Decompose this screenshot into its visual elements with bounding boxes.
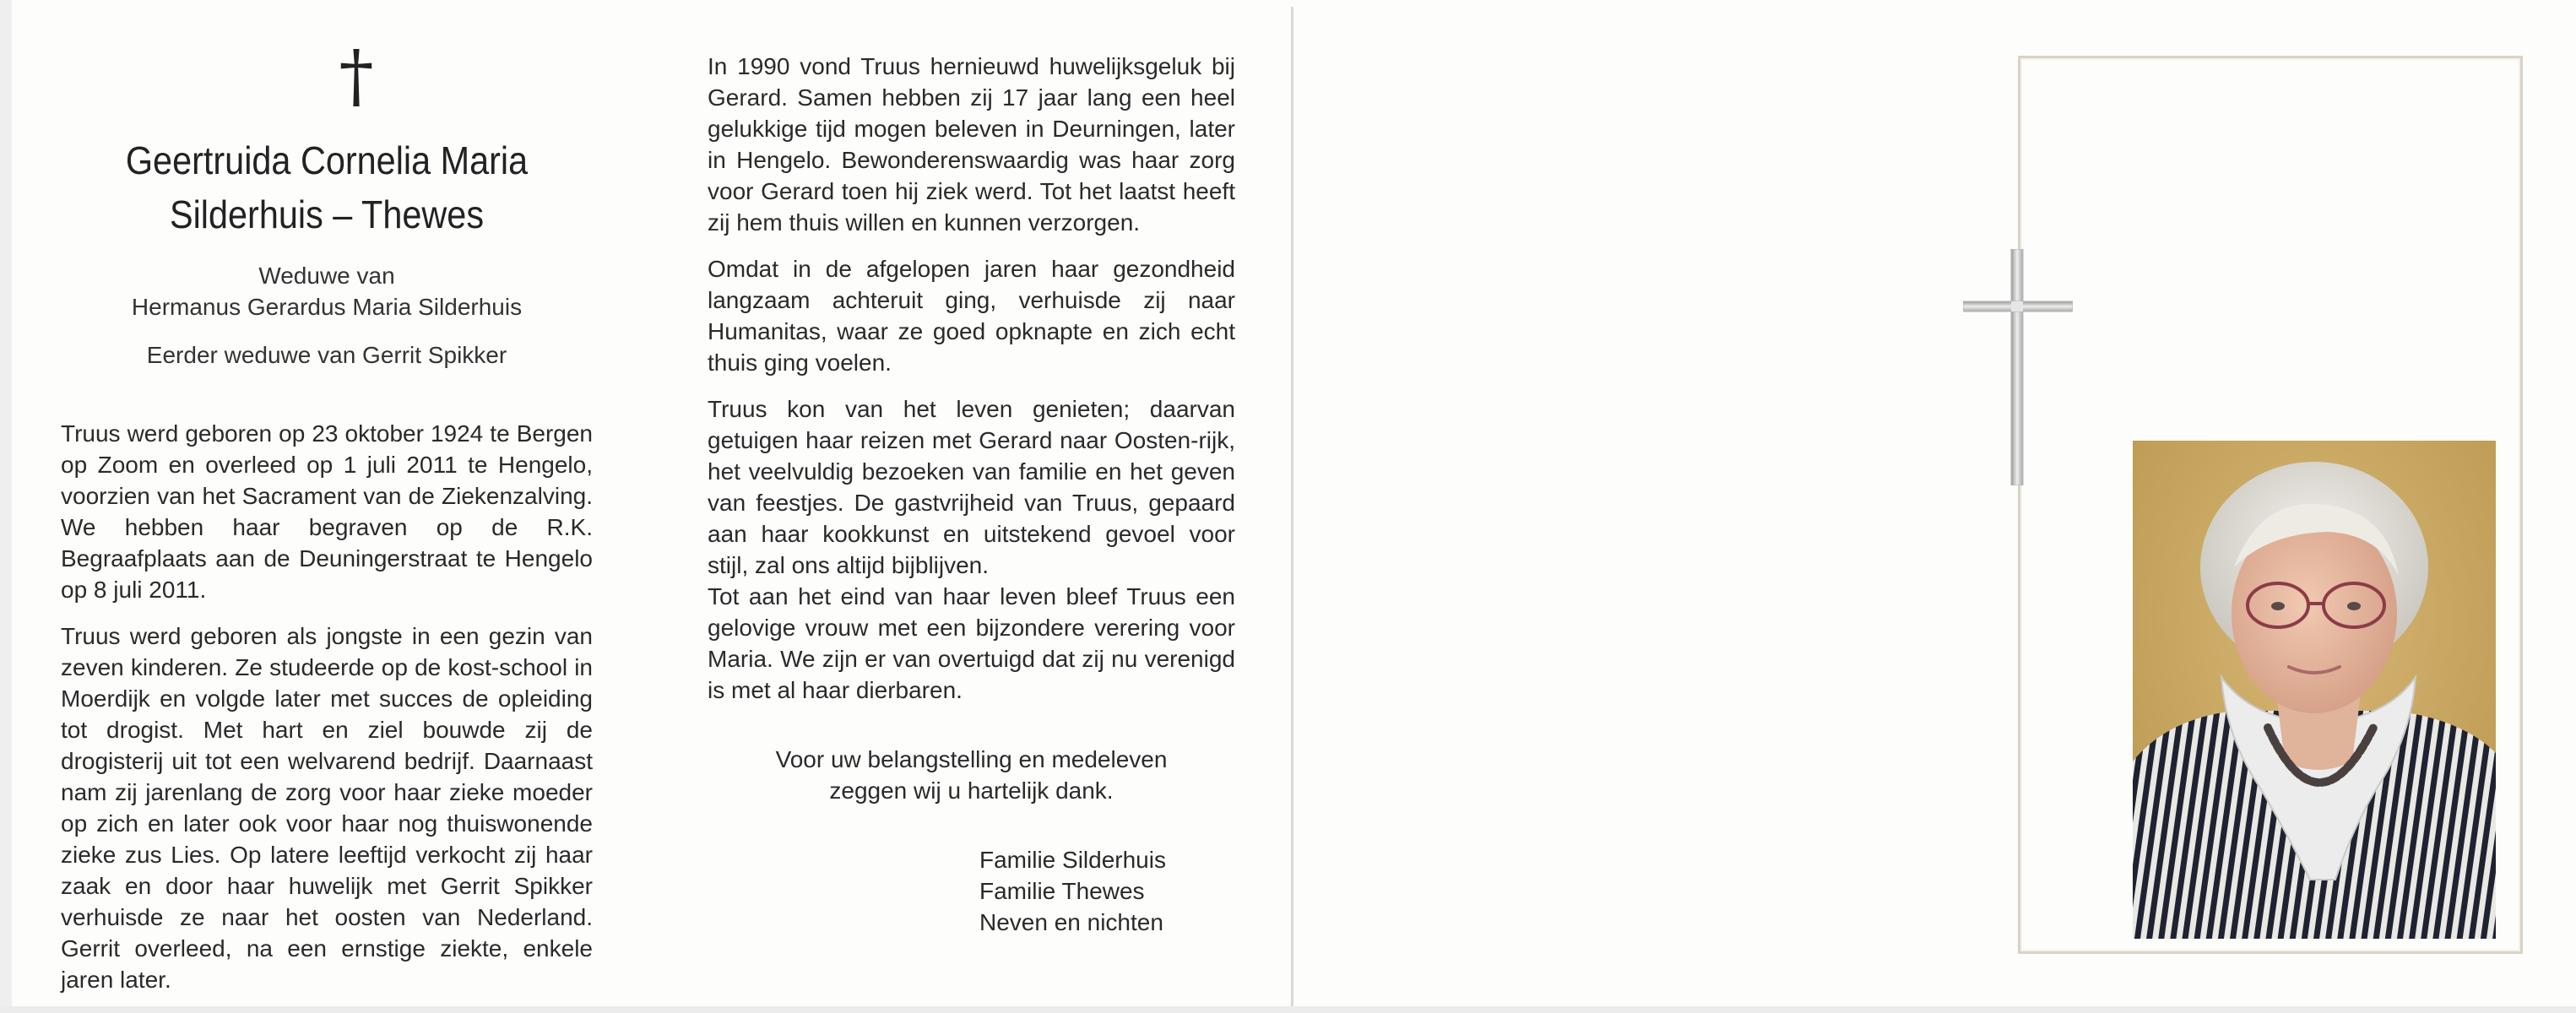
card-fold-line xyxy=(1291,7,1293,1007)
widow-of-name: Hermanus Gerardus Maria Silderhuis xyxy=(131,294,523,320)
paper-edge xyxy=(0,1006,2576,1013)
thanks-line: Voor uw belangstelling en medeleven xyxy=(775,746,1168,772)
biography-paragraph: Truus kon van het leven genieten; daarvan getuigen haar reizen met Gerard naar Oosten-rijk, het veelvuldig bezoeken van familie en het geven van feestjes. De gastvrijheid van Truus, gepaard aan haar kookkunst en uitstekend gevoel voor stijl, zal ons altijd bijblijven. xyxy=(708,396,1235,578)
biography-paragraph: In 1990 vond Truus hernieuwd huwelijksgeluk bij Gerard. Samen hebben zij 17 jaar lang een heel gelukkige tijd mogen beleven in Deurningen, later in Hengelo. Bewonderenswaardig was haar zorg voor Gerard toen hij ziek werd. Tot het laatst heeft zij hem thuis willen en kunnen verzorgen. xyxy=(708,53,1235,236)
cross-icon: † xyxy=(339,36,374,116)
deceased-name-line1: Geertruida Cornelia Maria xyxy=(125,138,529,182)
signature-line: Familie Thewes xyxy=(979,878,1145,904)
middle-panel xyxy=(708,42,1235,938)
biography-paragraph: Truus werd geboren als jongste in een gezin van zeven kinderen. Ze studeerde op de kost-school in Moerdijk en volgde later met succes de opleiding tot drogist. Met hart en ziel bouwde zij de drogisterij uit tot een welvarend bedrijf. Daarnaast nam zij jarenlang de zorg voor haar zieke moeder op zich en later ook voor haar nog thuiswonende zieke zus Lies. Op latere leeftijd verkocht zij haar zaak en door haar huwelijk met Gerrit Spikker verhuisde ze naar het oosten van Nederland. Gerrit overleed, na een ernstige ziekte, enkele jaren later. xyxy=(61,623,593,993)
family-signatures xyxy=(979,844,1235,938)
biography-paragraph: Tot aan het eind van haar leven bleef Truus een gelovige vrouw met een bijzondere verering voor Maria. We zijn er van overtuigd dat zij nu verenigd is met al haar dierbaren. xyxy=(708,583,1235,703)
thanks-message xyxy=(708,744,1235,806)
left-panel xyxy=(61,36,593,995)
biography-paragraph: Truus werd geboren op 23 oktober 1924 te Bergen op Zoom en overleed op 1 juli 2011 te Hengelo, voorzien van het Sacrament van de Ziekenzalving. We hebben haar begraven op de R.K. Begraafplaats aan de Deuningerstraat te Hengelo op 8 juli 2011. xyxy=(61,420,593,603)
biography-paragraph: Omdat in de afgelopen jaren haar gezondheid langzaam achteruit ging, verhuisde zij naar Humanitas, waar ze goed opknapte en zich echt thuis ging voelen. xyxy=(708,256,1235,376)
widow-of-label: Weduwe van xyxy=(258,263,395,289)
signature-line: Familie Silderhuis xyxy=(979,847,1166,873)
portrait-photo xyxy=(2133,441,2496,939)
deceased-name-line2: Silderhuis – Thewes xyxy=(169,192,485,236)
embossed-cross-icon xyxy=(1963,249,2073,485)
thanks-line: zeggen wij u hartelijk dank. xyxy=(829,777,1114,804)
signature-line: Neven en nichten xyxy=(979,909,1163,935)
paper-edge xyxy=(0,0,12,1013)
former-widow-line: Eerder weduwe van Gerrit Spikker xyxy=(146,342,507,368)
